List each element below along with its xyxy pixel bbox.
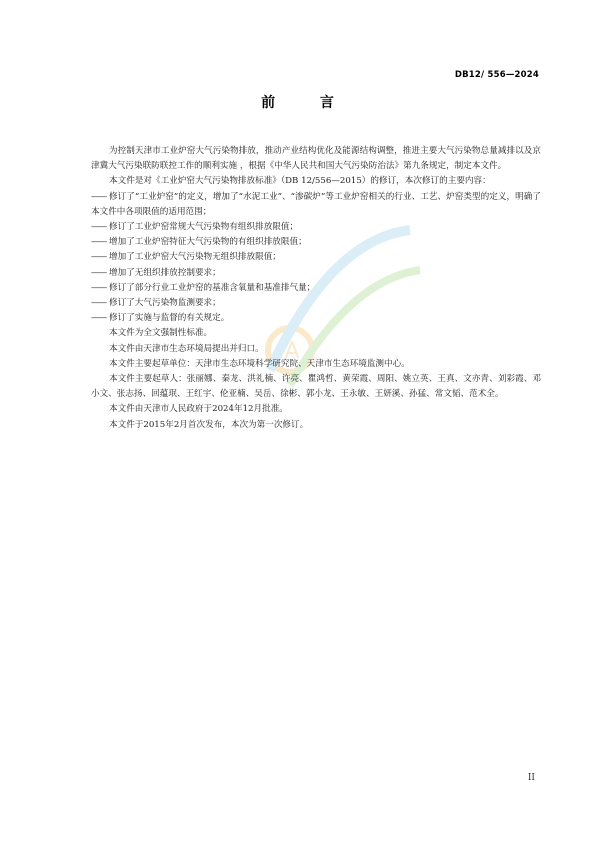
paragraph: 本文件主要起草人：张丽娜、秦龙、洪礼楠、许亮、瞿鸿哲、黄荣霞、周阳、姚立英、王真、文亦青、刘彩霞、邓小文、张志扬、回蕴珉、王红宇、伦亚楠、吴岳、徐彬、郭小龙、王永敏、王妍溪、孙猛、常文韬、范术全。 [91, 374, 541, 400]
paragraph: 本文件于2015年2月首次发布，本次为第一次修订。 [109, 419, 309, 430]
revision-item: —— 修订了实施与监督的有关规定。 [91, 313, 230, 324]
paragraph: 本文件主要起草单位：天津市生态环境科学研究院、天津市生态环境监测中心。 [109, 358, 410, 369]
page-number: II [527, 773, 535, 783]
document-code: DB12/ 556—2024 [454, 70, 539, 80]
paragraph: 本文件为全文强制性标准。 [109, 328, 213, 339]
revision-item: —— 修订了大气污染物监测要求； [91, 298, 221, 309]
revision-item: —— 增加了工业炉窑大气污染物无组织排放限值； [91, 252, 281, 263]
revision-item: —— 增加了工业炉窑特征大气污染物的有组织排放限值； [91, 237, 307, 248]
paragraph: 本文件由天津市生态环境局提出并归口。 [109, 343, 264, 354]
page-title: 前 言 [261, 95, 354, 111]
revision-item: —— 修订了工业炉窑常规大气污染物有组织排放限值； [91, 222, 299, 233]
paragraph: 本文件由天津市人民政府于2024年12月批准。 [109, 404, 288, 415]
paragraph: 为控制天津市工业炉窑大气污染物排放，推动产业结构优化及能源结构调整，推进主要大气污染物总量减排以及京津冀大气污染联防联控工作的顺利实施 ，根据《中华人民共和国大气污染防治法》第九条规定，制定本文件。 [91, 146, 541, 172]
foreword-body [91, 144, 541, 433]
revision-item: —— 修订了“工业炉窑”的定义，增加了“水泥工业”、“渗碳炉”等工业炉窑相关的行业、工艺、炉窑类型的定义，明确了本文件中各项限值的适用范围； [91, 191, 541, 217]
svg-text:IA: IA [278, 339, 300, 364]
revision-item: —— 修订了部分行业工业炉窑的基准含氧量和基准排气量； [91, 282, 316, 293]
paragraph: 本文件是对《工业炉窑大气污染物排放标准》（DB 12/556—2015）的修订，本次修订的主要内容： [109, 176, 491, 187]
revision-item: —— 增加了无组织排放控制要求； [91, 267, 221, 278]
